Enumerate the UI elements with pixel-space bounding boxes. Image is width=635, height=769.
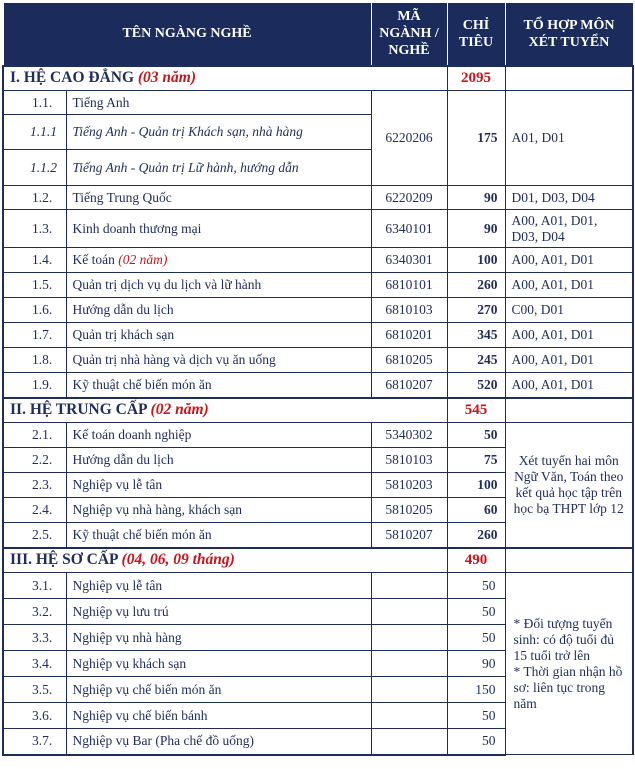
header-combo: TỔ HỢP MÔN XÉT TUYỂN — [505, 3, 633, 66]
section-row-college — [3, 66, 633, 91]
header-name: TÊN NGÀNG NGHỀ — [3, 3, 371, 66]
table-row: 2.2. Hướng dẫn du lịch 5810103 75 — [3, 448, 633, 473]
section-total: 545 — [447, 398, 505, 423]
table-row: 3.5. Nghiệp vụ chế biến món ăn 150 — [3, 677, 633, 703]
intermediate-note: Xét tuyển hai môn Ngữ Văn, Toán theo kết quả học tập trên học bạ THPT lớp 12 — [505, 423, 633, 548]
section-row-elementary — [3, 548, 633, 573]
section-title: II. HỆ TRUNG CẤP (02 năm) — [3, 398, 447, 423]
table-row: 1.3. Kinh doanh thương mại 6340101 90 A00, A01, D01, D03, D04 — [3, 210, 633, 248]
table-row: 1.4. Kế toán (02 năm) 6340301 100 A00, A01, D01 — [3, 248, 633, 273]
admission-table — [2, 2, 634, 756]
header-quota: CHỈ TIÊU — [447, 3, 505, 66]
section-title: I. HỆ CAO ĐẲNG (03 năm) — [3, 66, 447, 91]
table-row: 1.1.1 Tiếng Anh - Quản trị Khách sạn, nhà hàng — [3, 115, 633, 150]
header-code: MÃ NGÀNH / NGHỀ — [371, 3, 447, 66]
table-header — [3, 3, 633, 66]
table-row: 3.1. Nghiệp vụ lễ tân 50 * Đối tượng tuyển sinh: có độ tuổi đủ 15 tuổi trở lên * Thời gian nhận hồ sơ: liên tục trong năm — [3, 573, 633, 599]
table-row: 2.5. Kỹ thuật chế biến món ăn 5810207 260 — [3, 523, 633, 548]
table-row: 1.6. Hướng dẫn du lịch 6810103 270 C00, D01 — [3, 298, 633, 323]
section-total: 490 — [447, 548, 505, 573]
table-row: 2.3. Nghiệp vụ lễ tân 5810203 100 — [3, 473, 633, 498]
table-row: 2.4. Nghiệp vụ nhà hàng, khách sạn 5810205 60 — [3, 498, 633, 523]
table-row: 3.2. Nghiệp vụ lưu trú 50 — [3, 599, 633, 625]
table-row: 1.5. Quản trị dịch vụ du lịch và lữ hành 6810101 260 A00, A01, D01 — [3, 273, 633, 298]
table-row: 1.1.2 Tiếng Anh - Quản trị Lữ hành, hướng dẫn — [3, 150, 633, 186]
table-row: 3.4. Nghiệp vụ khách sạn 90 — [3, 651, 633, 677]
elementary-note: * Đối tượng tuyển sinh: có độ tuổi đủ 15 tuổi trở lên * Thời gian nhận hồ sơ: liên tục trong năm — [505, 573, 633, 755]
table-row: 1.1. Tiếng Anh 6220206 175 A01, D01 — [3, 91, 633, 115]
table-row: 2.1. Kế toán doanh nghiệp 5340302 50 Xét tuyển hai môn Ngữ Văn, Toán theo kết quả học tập trên học bạ THPT lớp 12 — [3, 423, 633, 448]
table-row: 3.7. Nghiệp vụ Bar (Pha chế đồ uống) 50 — [3, 729, 633, 755]
section-row-intermediate — [3, 398, 633, 423]
table-row: 1.8. Quản trị nhà hàng và dịch vụ ăn uống 6810205 245 A00, A01, D01 — [3, 348, 633, 373]
table-row: 3.3. Nghiệp vụ nhà hàng 50 — [3, 625, 633, 651]
table-row: 1.2. Tiếng Trung Quốc 6220209 90 D01, D03, D04 — [3, 186, 633, 210]
section-total: 2095 — [447, 66, 505, 91]
section-title: III. HỆ SƠ CẤP (04, 06, 09 tháng) — [3, 548, 447, 573]
table-row: 1.9. Kỹ thuật chế biến món ăn 6810207 520 A00, A01, D01 — [3, 373, 633, 398]
table-row: 3.6. Nghiệp vụ chế biến bánh 50 — [3, 703, 633, 729]
table-row: 1.7. Quản trị khách sạn 6810201 345 A00, A01, D01 — [3, 323, 633, 348]
